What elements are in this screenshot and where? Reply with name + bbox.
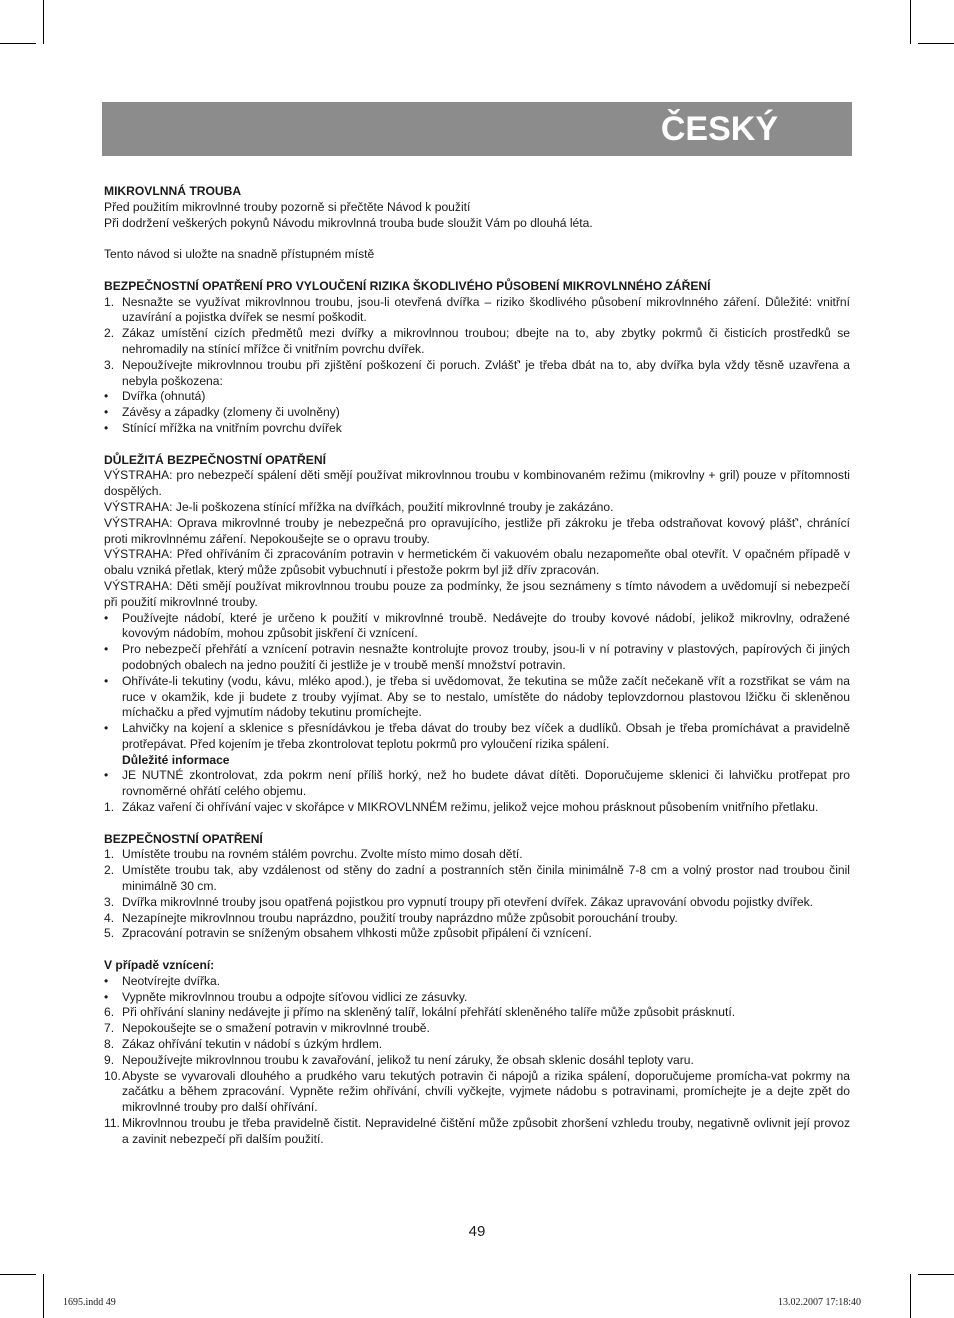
list-text: Nesnažte se využívat mikrovlnnou troubu, jsou-li otevřená dvířka – riziko škodlivého působení mikrovlnného záření. Důležité: vnitřní uzavírání a pojistka dvířek se nesmí poškodit. (122, 294, 850, 325)
list-marker: • (104, 642, 109, 657)
crop-mark (910, 0, 911, 44)
warning-text: VÝSTRAHA: pro nebezpečí spálení děti smějí používat mikrovlnnou troubu v kombinovaném režimu (mikrovlny + gril) pouze v přítomnosti dospělých. (104, 468, 850, 499)
list-text: JE NUTNÉ zkontrolovat, zda pokrm není příliš horký, než ho budete dávat dítěti. Doporučujeme sklenici či lahvičku protřepat pro rovnoměrné ohřátí celého objemu. (122, 768, 850, 799)
footer-date: 13.02.2007 17:18:40 (778, 1297, 862, 1308)
list-text: Ohříváte-li tekutiny (vodu, kávu, mléko apod.), je třeba si uvědomovat, že tekutina se může začít nečekaně vřít a rozstřikat se vám na ruce v okamžik, kde ji budete z trouby vyjímat. Aby se to nestalo, umístěte do nádoby teplovzdornou plastovou lžičku či skleněnou míchačku a před vyjmutím nádoby tekutinu promíchejte. (122, 673, 850, 720)
list-text: Vypněte mikrovlnnou troubu a odpojte síťovou vidlici ze zásuvky. (122, 989, 468, 1004)
fire-section (104, 958, 850, 1148)
list-item (104, 1069, 850, 1116)
intro-note: Tento návod si uložte na snadně přístupném místě (104, 247, 375, 262)
safety-precautions-section (104, 832, 850, 943)
list-item (104, 800, 850, 816)
warning-text: VÝSTRAHA: Oprava mikrovlnné trouby je nebezpečná pro opravujícího, jestliže při zákroku je třeba odstraňovat kovový plášť', chránící proti mikrovlnnému záření. Nepokoušejte se o opravu trouby. (104, 515, 850, 546)
list-marker: • (104, 768, 109, 783)
crop-mark (43, 1274, 44, 1318)
intro-line: Před použitím mikrovlnné trouby pozorně si přečtěte Návod k použití (104, 199, 471, 214)
list-text: Pro nebezpečí přehřátí a vznícení potravin nesnažte kontrolujte provoz trouby, jsou-li v ní potraviny v plastových, papírových či jiných podobných obalech na jedno použití či jestliže je v troubě menší množství potravin. (122, 642, 850, 672)
list-marker: • (104, 721, 109, 736)
list-text: Umístěte troubu tak, aby vzdálenost od stěny do zadní a postranních stěn činila minimálně 7-8 cm a volný prostor nad troubou činil minimálně 30 cm. (122, 863, 850, 894)
list-text: Nepoužívejte mikrovlnnou troubu při zjištění poškození či poruch. Zvlášť' je třeba dbát na to, aby dvířka byla vždy těsně uzavřena a nebyla poškozena: (122, 357, 850, 388)
list-marker: • (104, 420, 109, 435)
list-text: Při ohřívání slaniny nedávejte ji přímo na skleněný talíř, lokální přehřátí skleněného talíře může způsobit prásknutí. (122, 1005, 736, 1020)
list-item (104, 847, 850, 863)
list-item (104, 326, 850, 358)
list-marker: 5. (104, 926, 115, 941)
warning-text: VÝSTRAHA: Je-li poškozena stínící mřížka na dvířkách, použití mikrovlnné trouby je zakázáno. (104, 499, 614, 514)
list-text: Zákaz ohřívání tekutin v nádobí s úzkým hrdlem. (122, 1037, 383, 1052)
list-item (104, 768, 850, 800)
list-marker: 8. (104, 1037, 115, 1052)
list (104, 611, 850, 753)
crop-mark (918, 1274, 954, 1275)
language-header-bar (102, 102, 852, 156)
list-item (104, 389, 850, 405)
list (104, 295, 850, 437)
page-content (104, 184, 850, 1148)
section-heading: BEZPEČNOSTNÍ OPATŘENÍ PRO VYLOUČENÍ RIZIKA ŠKODLIVÉHO PŮSOBENÍ MIKROVLNNÉHO ZÁŘENÍ (104, 278, 711, 293)
intro-section (104, 184, 850, 263)
list-item (104, 405, 850, 421)
list (104, 847, 850, 942)
footer-file: 1695.indd 49 (63, 1297, 116, 1308)
list-item (104, 721, 850, 753)
crop-mark (0, 43, 36, 44)
language-title: ČESKÝ (660, 110, 778, 148)
list-text: Dvířka mikrovlnné trouby jsou opatřená pojistkou pro vypnutí troupy při otevření dvířek. Zákaz upravování obvodu pojistky dvířek. (122, 894, 814, 909)
list-marker: 11. (104, 1116, 120, 1131)
list-marker: 3. (104, 894, 115, 909)
crop-mark (43, 0, 44, 44)
important-safety-section (104, 453, 850, 816)
intro-heading: MIKROVLNNÁ TROUBA (104, 184, 242, 198)
list-marker: 10. (104, 1068, 121, 1083)
crop-mark (918, 43, 954, 44)
list-text: Zpracování potravin se sníženým obsahem vlhkosti může způsobit připálení či vznícení. (122, 926, 592, 941)
list-text: Neotvírejte dvířka. (122, 973, 221, 988)
list-item (104, 863, 850, 895)
list-item (104, 421, 850, 437)
list-item (104, 1116, 850, 1148)
list-text: Zákaz umístění cizích předmětů mezi dvířky a mikrovlnnou troubou; dbejte na to, aby zbytky pokrmů či čisticích prostředků se nehromadily na stínící mřížce či vnitřním povrchu dvířek. (122, 326, 850, 356)
list-marker: • (104, 673, 109, 688)
list-marker: 6. (104, 1005, 115, 1020)
list-text: Nezapínejte mikrovlnnou troubu naprázdno, použití trouby naprázdno může způsobit porouchání trouby. (122, 910, 678, 925)
list-marker: 1. (104, 847, 115, 862)
crop-mark (910, 1274, 911, 1318)
list-marker: 2. (104, 863, 115, 878)
radiation-safety-section (104, 279, 850, 437)
list-marker: 2. (104, 326, 115, 341)
list-text: Mikrovlnnou troubu je třeba pravidelně čistit. Nepravidelné čištění může způsobit zhoršení vzhledu trouby, negativně ovlivnit její provoz a zavinit nebezpečí při dalším použití. (122, 1116, 850, 1146)
list-item (104, 990, 850, 1006)
list-text: Stínící mřížka na vnitřním povrchu dvířek (122, 420, 342, 435)
list-item (104, 895, 850, 911)
list-marker: • (104, 973, 109, 988)
list-marker: 1. (104, 800, 115, 815)
list-text: Abyste se vyvarovali dlouhého a prudkého varu tekutých potravin či nápojů a rizika spálení, doporučujeme promícha-vat pokrmy na začátku a během zpracování. Vypněte režim ohřívání, chvíli vyčkejte, vyjmete nádobu s potravinami, promíchejte je a dejte zpět do mikrovlnné trouby pro další ohřívání. (122, 1068, 850, 1115)
section-heading: DŮLEŽITÁ BEZPEČNOSTNÍ OPATŘENÍ (104, 452, 326, 467)
list-marker: 3. (104, 357, 115, 372)
list-item (104, 1021, 850, 1037)
list-text: Závěsy a západky (zlomeny či uvolněny) (122, 405, 340, 420)
list-item (104, 1005, 850, 1021)
list-item (104, 926, 850, 942)
list-item (104, 911, 850, 927)
list-item (104, 974, 850, 990)
list-text: Lahvičky na kojení a sklenice s přesnídávkou je třeba dávat do trouby bez víček a dudlíků. Obsah je třeba promíchávat a pravidelně protřepávat. Před kojením je třeba zkontrolovat teplotu pokrmů pro vyloučení rizika spálení. (122, 721, 850, 751)
warning-text: VÝSTRAHA: Před ohříváním či zpracováním potravin v hermetickém či vakuovém obalu nezapomeňte obal otevřít. V opačném případě v obalu vzniká přetlak, který může způsobit vybuchnutí i přestože pokrm byl již dřív zpracován. (104, 547, 850, 578)
list-item (104, 611, 850, 643)
list-item (104, 295, 850, 327)
list-marker: • (104, 389, 109, 404)
list-item (104, 358, 850, 390)
crop-mark (0, 1274, 36, 1275)
list-item (104, 674, 850, 721)
warning-text: VÝSTRAHA: Děti smějí používat mikrovlnnou troubu pouze za podmínky, že jsou seznámeny s tímto návodem a uvědomují si nebezpečí při použití mikrovlnné trouby. (104, 578, 850, 609)
list-marker: 9. (104, 1052, 115, 1067)
list-text: Nepokoušejte se o smažení potravin v mikrovlnné troubě. (122, 1021, 430, 1036)
list-text: Umístěte troubu na rovném stálém povrchu. Zvolte místo mimo dosah dětí. (122, 847, 523, 862)
subheading: Důležité informace (122, 752, 230, 767)
intro-line: Při dodržení veškerých pokynů Návodu mikrovlnná trouba bude sloužit Vám po dlouhá léta. (104, 215, 593, 230)
list-text: Nepoužívejte mikrovlnnou troubu k zavařování, jelikož tu není záruky, že obsah sklenic dosáhl teploty varu. (122, 1052, 694, 1067)
list-marker: • (104, 610, 109, 625)
list-text: Používejte nádobí, které je určeno k použití v mikrovlnné troubě. Nedávejte do trouby kovové nádobí, jelikož mikrovlny, odražené kovovým nádobím, mohou způsobit jiskření či vznícení. (122, 610, 850, 641)
list-text: Zákaz vaření či ohřívání vajec v skořápce v MIKROVLNNÉM režimu, jelikož vejce mohou prásknout působením vnitřního přetlaku. (122, 800, 819, 815)
list-marker: • (104, 989, 109, 1004)
list (104, 768, 850, 815)
list-item (104, 1037, 850, 1053)
list-marker: 1. (104, 294, 115, 309)
list-marker: 4. (104, 910, 115, 925)
section-heading: V případě vznícení: (104, 958, 215, 973)
list-text: Dvířka (ohnutá) (122, 389, 206, 404)
page-number: 49 (468, 1223, 486, 1240)
list-marker: • (104, 405, 109, 420)
list-item (104, 642, 850, 674)
list-marker: 7. (104, 1021, 115, 1036)
section-heading: BEZPEČNOSTNÍ OPATŘENÍ (104, 831, 263, 846)
list (104, 974, 850, 1148)
list-item (104, 1053, 850, 1069)
